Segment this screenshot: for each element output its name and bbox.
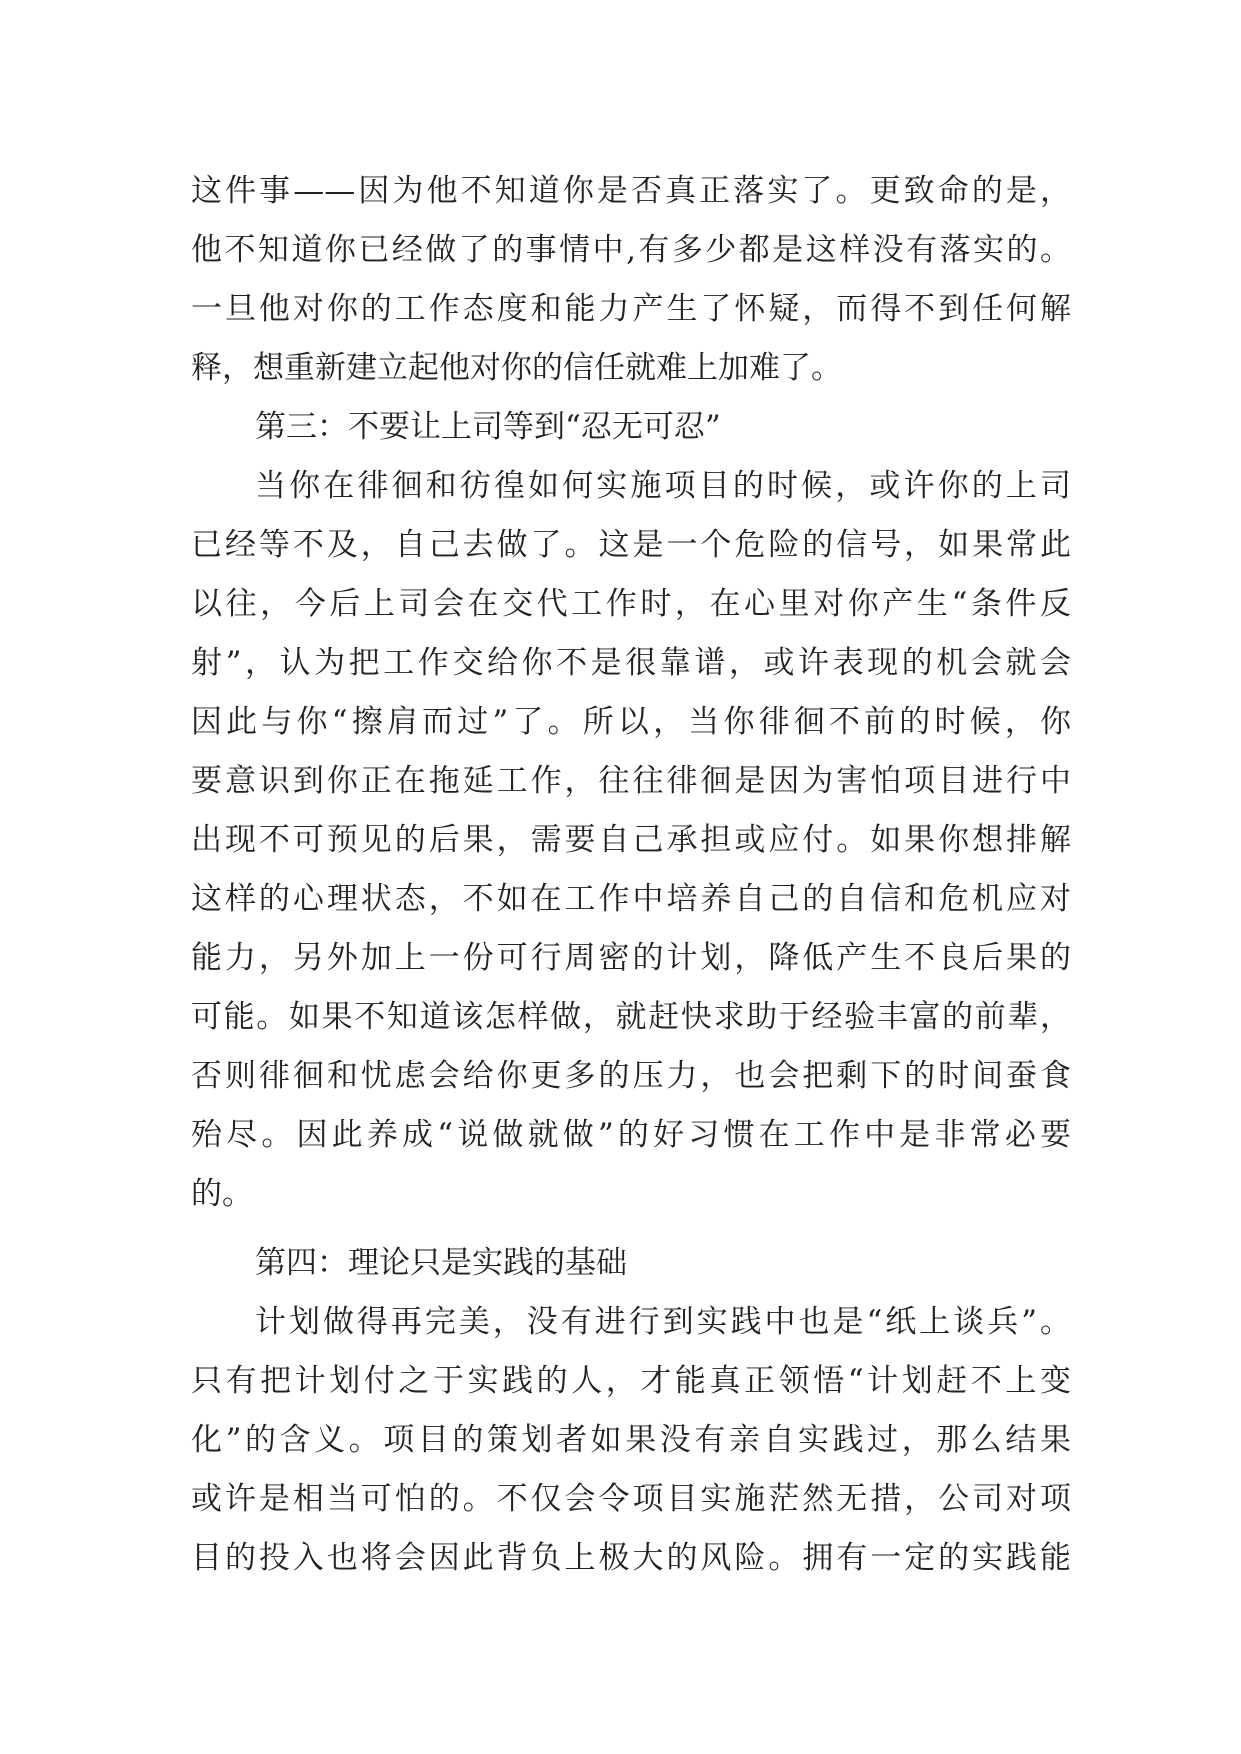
paragraph bbox=[191, 457, 1071, 1224]
text-line: 射”，认为把工作交给你不是很靠谱，或许表现的机会就会 bbox=[191, 645, 1071, 681]
text-line: 一旦他对你的工作态度和能力产生了怀疑，而得不到任何解 bbox=[191, 291, 1071, 327]
text-line: 否则徘徊和忧虑会给你更多的压力，也会把剩下的时间蚕食 bbox=[191, 1058, 1071, 1094]
text-line: 能力，另外加上一份可行周密的计划，降低产生不良后果的 bbox=[191, 940, 1071, 976]
text-line: 要意识到你正在拖延工作，往往徘徊是因为害怕项目进行中 bbox=[191, 763, 1071, 799]
text-line: 已经等不及，自己去做了。这是一个危险的信号，如果常此 bbox=[191, 527, 1071, 563]
text-line: 可能。如果不知道该怎样做，就赶快求助于经验丰富的前辈， bbox=[191, 999, 1071, 1035]
text-line: 或许是相当可怕的。不仅会令项目实施茫然无措，公司对项 bbox=[191, 1481, 1071, 1517]
section-heading: 第三：不要让上司等到“忍无可忍” bbox=[255, 409, 721, 445]
paragraph-gap bbox=[191, 1224, 1071, 1234]
text-line: 这样的心理状态，不如在工作中培养自己的自信和危机应对 bbox=[191, 881, 1071, 917]
text-line: 释，想重新建立起他对你的信任就难上加难了。 bbox=[191, 350, 842, 386]
text-line: 的。 bbox=[191, 1176, 253, 1212]
text-line: 殆尽。因此养成“说做就做”的好习惯在工作中是非常必要 bbox=[191, 1117, 1071, 1153]
text-line: 出现不可预见的后果，需要自己承担或应付。如果你想排解 bbox=[191, 822, 1071, 858]
paragraph bbox=[191, 1293, 1071, 1588]
text-line: 因此与你“擦肩而过”了。所以，当你徘徊不前的时候，你 bbox=[191, 704, 1071, 740]
text-line: 只有把计划付之于实践的人，才能真正领悟“计划赶不上变 bbox=[191, 1363, 1071, 1399]
text-line: 计划做得再完美，没有进行到实践中也是“纸上谈兵”。 bbox=[255, 1304, 1071, 1340]
paragraph bbox=[191, 162, 1071, 398]
section-heading: 第四：理论只是实践的基础 bbox=[255, 1245, 627, 1281]
text-line: 当你在徘徊和彷徨如何实施项目的时候，或许你的上司 bbox=[255, 468, 1071, 504]
text-line: 他不知道你已经做了的事情中,有多少都是这样没有落实的。 bbox=[191, 232, 1071, 268]
text-line: 化”的含义。项目的策划者如果没有亲自实践过，那么结果 bbox=[191, 1422, 1071, 1458]
text-line: 以往，今后上司会在交代工作时，在心里对你产生“条件反 bbox=[191, 586, 1071, 622]
document-body bbox=[191, 162, 1071, 1588]
text-line: 目的投入也将会因此背负上极大的风险。拥有一定的实践能 bbox=[191, 1540, 1071, 1576]
text-line: 这件事——因为他不知道你是否真正落实了。更致命的是， bbox=[191, 173, 1071, 209]
